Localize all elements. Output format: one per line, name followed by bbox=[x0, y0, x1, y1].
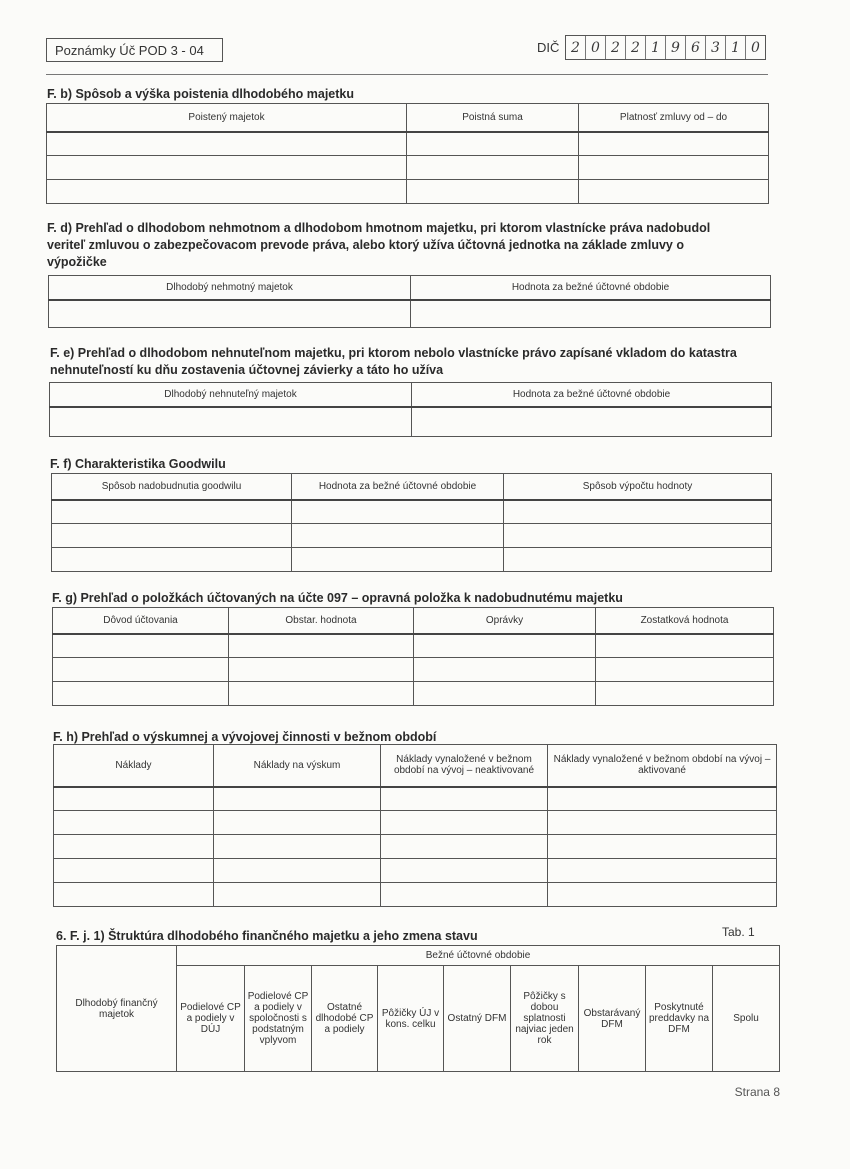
column-header: Poskytnuté preddavky na DFM bbox=[646, 966, 713, 1072]
column-header: Dlhodobý nehmotný majetok bbox=[49, 276, 411, 300]
column-header: Obstar. hodnota bbox=[229, 608, 414, 634]
table-cell[interactable] bbox=[381, 835, 548, 859]
table-cell[interactable] bbox=[411, 300, 771, 328]
dic-digit: 2 bbox=[605, 36, 625, 59]
column-header: Poistná suma bbox=[407, 104, 579, 132]
table-cell[interactable] bbox=[47, 132, 407, 156]
column-header: Náklady vynaložené v bežnom období na vývoj – aktivované bbox=[548, 745, 777, 787]
table-row bbox=[54, 835, 777, 859]
column-header: Náklady na výskum bbox=[214, 745, 381, 787]
table-row bbox=[54, 859, 777, 883]
table-cell[interactable] bbox=[381, 859, 548, 883]
table-cell[interactable] bbox=[47, 180, 407, 204]
section-fh-title: F. h) Prehľad o výskumnej a vývojovej činnosti v bežnom období bbox=[53, 730, 437, 744]
dic-digit: 1 bbox=[645, 36, 665, 59]
table-cell[interactable] bbox=[214, 835, 381, 859]
table-cell[interactable] bbox=[229, 634, 414, 658]
table-cell[interactable] bbox=[52, 500, 292, 524]
section-fe-title: F. e) Prehľad o dlhodobom nehnuteľnom majetku, pri ktorom nebolo vlastnícke právo zapísané vkladom do katastra nehnuteľností ku dňu zostavenia účtovnej závierky a táto ho užíva bbox=[50, 346, 737, 377]
table-cell[interactable] bbox=[53, 658, 229, 682]
table-fd bbox=[48, 275, 771, 328]
table-cell[interactable] bbox=[504, 524, 772, 548]
table-fb bbox=[46, 103, 769, 204]
column-header: Spôsob výpočtu hodnoty bbox=[504, 474, 772, 500]
section-fj-title: 6. F. j. 1) Štruktúra dlhodobého finančného majetku a jeho zmena stavu bbox=[56, 929, 478, 943]
table-cell[interactable] bbox=[504, 548, 772, 572]
dic-label: DIČ bbox=[537, 40, 560, 55]
table-cell[interactable] bbox=[579, 156, 769, 180]
table-row bbox=[50, 407, 772, 437]
column-header: Pôžičky ÚJ v kons. celku bbox=[378, 966, 444, 1072]
dic-digit: 6 bbox=[685, 36, 705, 59]
column-header: Dlhodobý nehnuteľný majetok bbox=[50, 383, 412, 407]
dic-digit: 1 bbox=[725, 36, 745, 59]
table-fg bbox=[52, 607, 774, 706]
table-cell[interactable] bbox=[54, 787, 214, 811]
column-header: Spôsob nadobudnutia goodwilu bbox=[52, 474, 292, 500]
table-cell[interactable] bbox=[53, 634, 229, 658]
table-fe bbox=[49, 382, 772, 437]
header-divider bbox=[46, 74, 768, 75]
row-header: Dlhodobý finančný majetok bbox=[57, 946, 177, 1072]
table-cell[interactable] bbox=[214, 883, 381, 907]
table-cell[interactable] bbox=[412, 407, 772, 437]
table-row bbox=[52, 500, 772, 524]
table-cell[interactable] bbox=[53, 682, 229, 706]
table-cell[interactable] bbox=[50, 407, 412, 437]
table-row bbox=[47, 132, 769, 156]
table-cell[interactable] bbox=[548, 787, 777, 811]
table-cell[interactable] bbox=[214, 787, 381, 811]
table-row bbox=[53, 658, 774, 682]
table-cell[interactable] bbox=[214, 811, 381, 835]
dic-field bbox=[565, 35, 766, 60]
dic-digit: 2 bbox=[625, 36, 645, 59]
section-fg-title: F. g) Prehľad o položkách účtovaných na účte 097 – opravná položka k nadobudnutému majetku bbox=[52, 591, 623, 605]
table-cell[interactable] bbox=[407, 156, 579, 180]
table-ff bbox=[51, 473, 772, 572]
column-header: Pôžičky s dobou splatnosti najviac jeden rok bbox=[511, 966, 579, 1072]
table-cell[interactable] bbox=[47, 156, 407, 180]
table-cell[interactable] bbox=[548, 859, 777, 883]
table-cell[interactable] bbox=[579, 180, 769, 204]
table-cell[interactable] bbox=[292, 524, 504, 548]
table-row bbox=[52, 524, 772, 548]
section-fd-title: F. d) Prehľad o dlhodobom nehmotnom a dlhodobom hmotnom majetku, pri ktorom vlastnícke práva nadobudol veriteľ zmluvou o zabezpečovacom prevode práva, alebo ktorý užíva účtovná jednotka na základe zmluvy o výpožičke bbox=[47, 221, 711, 269]
column-header: Ostatný DFM bbox=[444, 966, 511, 1072]
table-row bbox=[54, 787, 777, 811]
column-header: Obstarávaný DFM bbox=[579, 966, 646, 1072]
column-header: Hodnota za bežné účtovné obdobie bbox=[411, 276, 771, 300]
table-cell[interactable] bbox=[414, 634, 596, 658]
column-header: Podielové CP a podiely v spoločnosti s podstatným vplyvom bbox=[245, 966, 312, 1072]
tab-label: Tab. 1 bbox=[722, 925, 755, 939]
column-header: Oprávky bbox=[414, 608, 596, 634]
table-cell[interactable] bbox=[548, 835, 777, 859]
table-cell[interactable] bbox=[548, 811, 777, 835]
table-row bbox=[53, 634, 774, 658]
table-cell[interactable] bbox=[407, 180, 579, 204]
dic-digit: 0 bbox=[745, 36, 765, 59]
table-cell[interactable] bbox=[548, 883, 777, 907]
table-fh bbox=[53, 744, 777, 907]
table-row bbox=[52, 548, 772, 572]
column-header: Ostatné dlhodobé CP a podiely bbox=[312, 966, 378, 1072]
table-cell[interactable] bbox=[52, 524, 292, 548]
table-cell[interactable] bbox=[504, 500, 772, 524]
column-header: Spolu bbox=[713, 966, 780, 1072]
column-header: Podielové CP a podiely v DÚJ bbox=[177, 966, 245, 1072]
column-header: Hodnota za bežné účtovné obdobie bbox=[412, 383, 772, 407]
column-header: Zostatková hodnota bbox=[596, 608, 774, 634]
table-cell[interactable] bbox=[49, 300, 411, 328]
section-fb-title: F. b) Spôsob a výška poistenia dlhodobého majetku bbox=[47, 87, 354, 101]
table-cell[interactable] bbox=[229, 658, 414, 682]
table-row bbox=[47, 156, 769, 180]
page-number: Strana 8 bbox=[734, 1085, 780, 1099]
dic-digit: 0 bbox=[585, 36, 605, 59]
section-ff-title: F. f) Charakteristika Goodwilu bbox=[50, 457, 226, 471]
table-cell[interactable] bbox=[414, 658, 596, 682]
table-row bbox=[53, 682, 774, 706]
table-cell[interactable] bbox=[292, 500, 504, 524]
column-header: Poistený majetok bbox=[47, 104, 407, 132]
table-cell[interactable] bbox=[414, 682, 596, 706]
table-row bbox=[49, 300, 771, 328]
table-row bbox=[54, 883, 777, 907]
table-cell[interactable] bbox=[579, 132, 769, 156]
table-cell[interactable] bbox=[381, 811, 548, 835]
form-label: Poznámky Úč POD 3 - 04 bbox=[46, 38, 223, 62]
table-cell[interactable] bbox=[596, 634, 774, 658]
table-cell[interactable] bbox=[54, 835, 214, 859]
table-row bbox=[47, 180, 769, 204]
dic-digit: 3 bbox=[705, 36, 725, 59]
column-header: Dôvod účtovania bbox=[53, 608, 229, 634]
table-cell[interactable] bbox=[407, 132, 579, 156]
dic-digit: 9 bbox=[665, 36, 685, 59]
column-header: Náklady bbox=[54, 745, 214, 787]
table-cell[interactable] bbox=[229, 682, 414, 706]
table-cell[interactable] bbox=[596, 682, 774, 706]
group-header: Bežné účtovné obdobie bbox=[177, 946, 780, 966]
table-fj bbox=[56, 945, 780, 1072]
table-cell[interactable] bbox=[596, 658, 774, 682]
column-header: Náklady vynaložené v bežnom období na vývoj – neaktivované bbox=[381, 745, 548, 787]
table-row bbox=[54, 811, 777, 835]
column-header: Hodnota za bežné účtovné obdobie bbox=[292, 474, 504, 500]
table-cell[interactable] bbox=[54, 859, 214, 883]
table-cell[interactable] bbox=[292, 548, 504, 572]
table-cell[interactable] bbox=[54, 811, 214, 835]
table-cell[interactable] bbox=[381, 883, 548, 907]
dic-digit: 2 bbox=[571, 40, 580, 56]
table-cell[interactable] bbox=[381, 787, 548, 811]
column-header: Platnosť zmluvy od – do bbox=[579, 104, 769, 132]
table-cell[interactable] bbox=[214, 859, 381, 883]
table-cell[interactable] bbox=[54, 883, 214, 907]
table-cell[interactable] bbox=[52, 548, 292, 572]
